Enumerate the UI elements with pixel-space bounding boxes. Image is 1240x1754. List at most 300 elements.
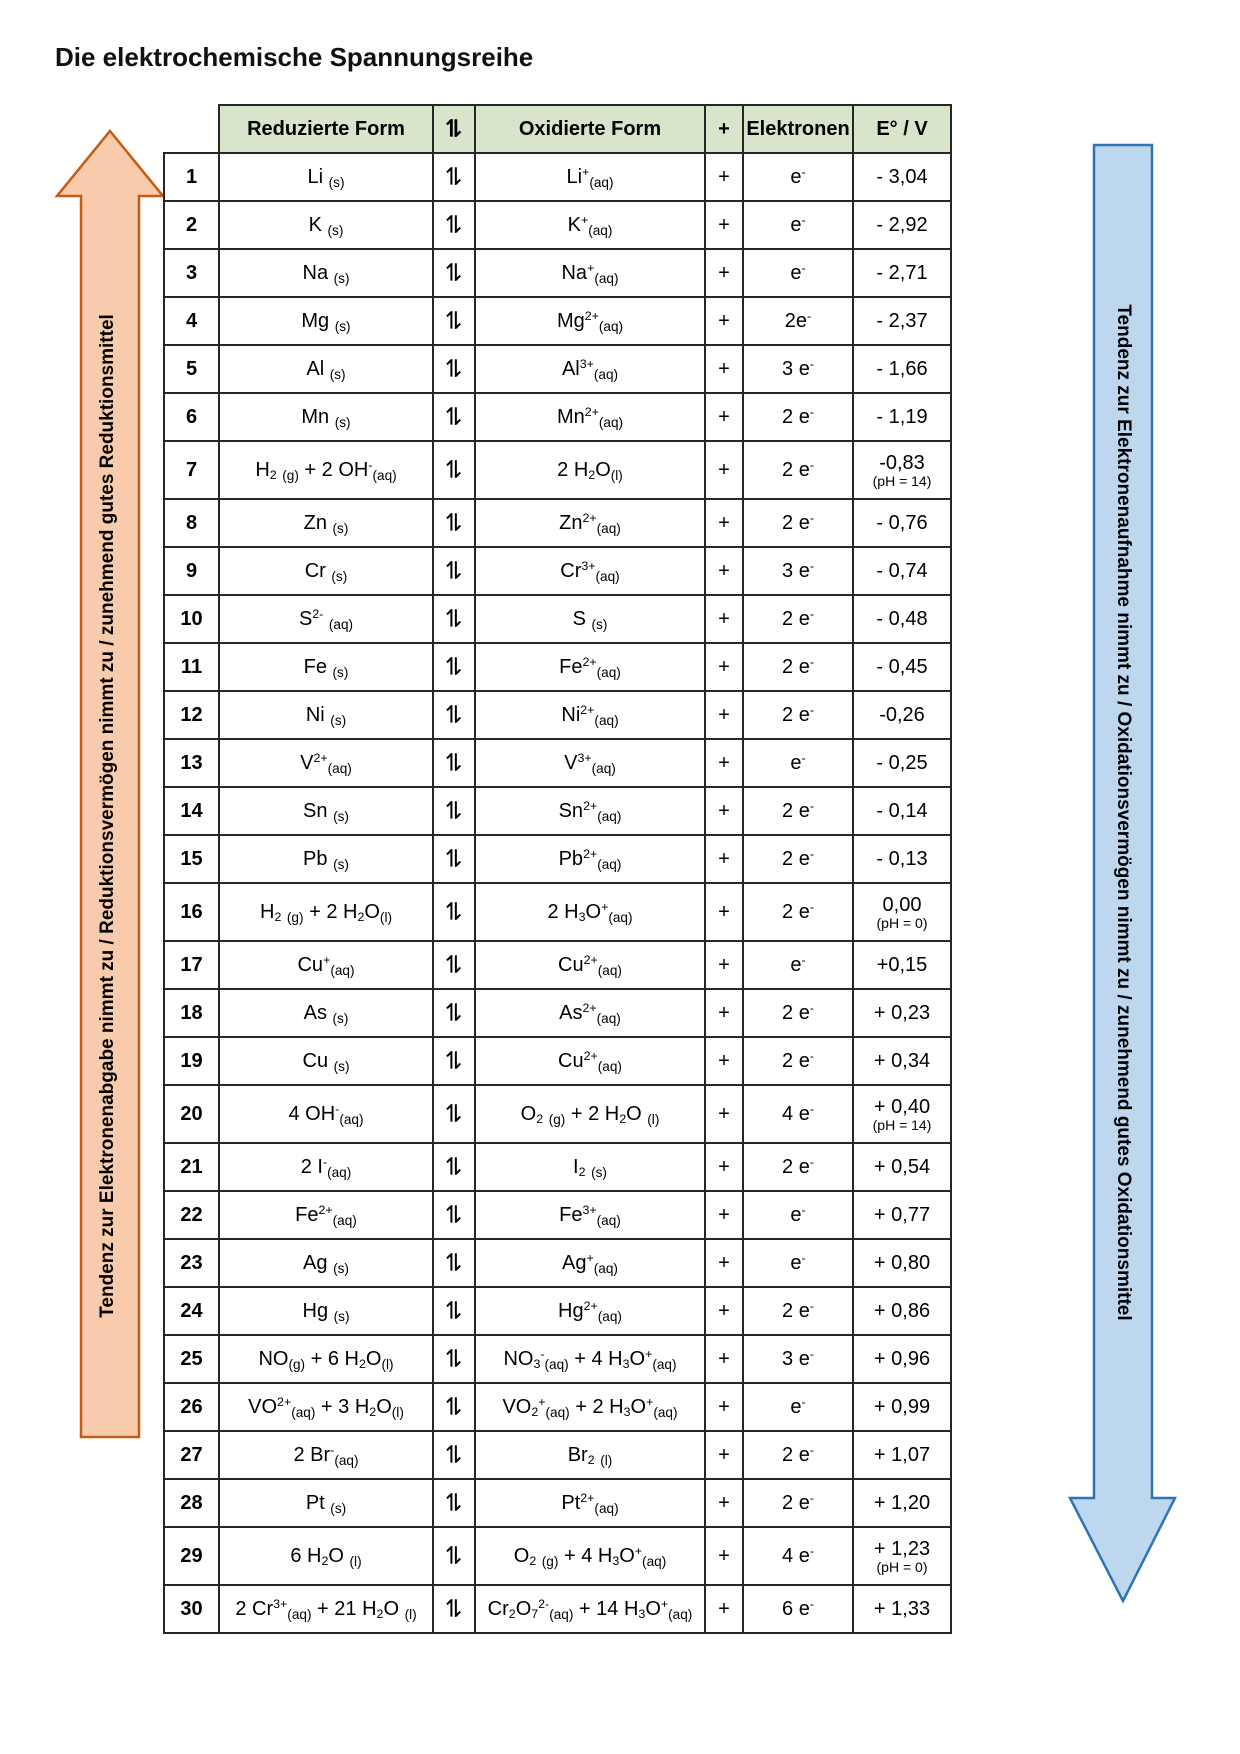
potential-value: + 1,07 — [873, 1444, 931, 1466]
electrons-cell: e- — [743, 201, 853, 249]
row-number: 2 — [164, 201, 219, 249]
oxidized-form-cell: $I_2$ $_{(s)}$ — [475, 1143, 705, 1191]
standard-potential-cell — [853, 989, 951, 1037]
reduced-form-cell: $H_2$ $_{(g)}$ + 2 $H_2O_{(l)}$ — [219, 883, 433, 941]
potential-value: - 3,04 — [876, 166, 928, 188]
oxidized-form-cell: $O_2$ $_{(g)}$ + 4 $H_3O^+_{(aq)}$ — [475, 1527, 705, 1585]
electrons-cell: 2e- — [743, 297, 853, 345]
equilibrium-icon: ⇌ — [439, 559, 468, 581]
plus-sign-cell: + — [705, 547, 743, 595]
equilibrium-icon: ⇌ — [439, 261, 468, 283]
equilibrium-cell — [433, 441, 475, 499]
corner-blank-cell — [164, 105, 219, 153]
plus-sign-cell: + — [705, 499, 743, 547]
potential-value: - 0,13 — [876, 848, 928, 870]
standard-potential-cell — [853, 499, 951, 547]
equilibrium-icon: ⇌ — [439, 1597, 468, 1619]
equilibrium-cell — [433, 941, 475, 989]
plus-sign-cell: + — [705, 835, 743, 883]
plus-sign-cell: + — [705, 691, 743, 739]
potential-value: -0,83 — [879, 451, 925, 474]
row-number: 16 — [164, 883, 219, 941]
series-row — [164, 297, 951, 345]
standard-potential-cell — [853, 1239, 951, 1287]
series-row — [164, 153, 951, 201]
potential-value: + 0,23 — [873, 1002, 931, 1024]
plus-sign-cell: + — [705, 297, 743, 345]
plus-sign-cell: + — [705, 1287, 743, 1335]
plus-sign-cell: + — [705, 1383, 743, 1431]
potential-value: + 0,96 — [873, 1348, 931, 1370]
electrons-cell: e- — [743, 1191, 853, 1239]
plus-sign-cell: + — [705, 595, 743, 643]
equilibrium-cell — [433, 153, 475, 201]
series-row — [164, 345, 951, 393]
equilibrium-icon: ⇌ — [439, 1395, 468, 1417]
series-row — [164, 1383, 951, 1431]
electrons-cell: e- — [743, 739, 853, 787]
equilibrium-cell — [433, 643, 475, 691]
row-number: 30 — [164, 1585, 219, 1633]
standard-potential-cell — [853, 201, 951, 249]
reduced-form-cell: As $_{(s)}$ — [219, 989, 433, 1037]
series-row — [164, 547, 951, 595]
standard-potential-cell — [853, 643, 951, 691]
electrons-cell: 2 e- — [743, 989, 853, 1037]
row-number: 3 — [164, 249, 219, 297]
reduced-form-cell: Hg $_{(s)}$ — [219, 1287, 433, 1335]
equilibrium-icon: ⇌ — [439, 655, 468, 677]
reduction-arrow-label: Tendenz zur Elektronenabgabe nimmt zu / Reduktionsvermögen nimmt zu / zunehmend gutes Reduktionsmittel — [97, 314, 118, 1318]
series-row — [164, 691, 951, 739]
electrons-cell: e- — [743, 941, 853, 989]
row-number: 19 — [164, 1037, 219, 1085]
potential-value: - 0,14 — [876, 800, 928, 822]
ph-note: (pH = 14) — [872, 472, 932, 489]
page-title: Die elektrochemische Spannungsreihe — [55, 42, 534, 72]
reduced-form-cell: $Fe^{2+}_{(aq)}$ — [219, 1191, 433, 1239]
reduced-form-cell: Pt $_{(s)}$ — [219, 1479, 433, 1527]
potential-value: -0,26 — [879, 704, 925, 726]
standard-potential-cell — [853, 441, 951, 499]
row-number: 17 — [164, 941, 219, 989]
equilibrium-icon: ⇌ — [439, 117, 468, 139]
electrons-cell: 2 e- — [743, 441, 853, 499]
equilibrium-cell — [433, 1479, 475, 1527]
equilibrium-icon: ⇌ — [439, 1491, 468, 1513]
potential-value: + 0,80 — [873, 1252, 931, 1274]
equilibrium-icon: ⇌ — [439, 607, 468, 629]
equilibrium-icon: ⇌ — [439, 511, 468, 533]
equilibrium-cell — [433, 499, 475, 547]
series-row — [164, 201, 951, 249]
row-number: 1 — [164, 153, 219, 201]
equilibrium-icon: ⇌ — [439, 1155, 468, 1177]
electrons-cell: 2 e- — [743, 835, 853, 883]
standard-potential-cell — [853, 1479, 951, 1527]
equilibrium-icon: ⇌ — [439, 1347, 468, 1369]
potential-value: - 0,45 — [876, 656, 928, 678]
row-number: 15 — [164, 835, 219, 883]
reduced-form-cell: $NO_{(g)} + 6$ $H_2O_{(l)}$ — [219, 1335, 433, 1383]
standard-potential-cell — [853, 1431, 951, 1479]
equilibrium-icon: ⇌ — [439, 1102, 468, 1124]
standard-potential-cell — [853, 547, 951, 595]
series-row — [164, 1239, 951, 1287]
plus-sign-cell: + — [705, 1335, 743, 1383]
equilibrium-icon: ⇌ — [439, 1001, 468, 1023]
equilibrium-icon: ⇌ — [439, 1049, 468, 1071]
equilibrium-icon: ⇌ — [439, 847, 468, 869]
reduced-form-cell: Fe $_{(s)}$ — [219, 643, 433, 691]
reduced-form-cell: Cu $_{(s)}$ — [219, 1037, 433, 1085]
series-row — [164, 643, 951, 691]
electrons-cell: 2 e- — [743, 1287, 853, 1335]
standard-potential-cell — [853, 1143, 951, 1191]
potential-value: + 1,20 — [873, 1492, 931, 1514]
electrons-cell: 4 e- — [743, 1085, 853, 1143]
electrons-cell: 4 e- — [743, 1527, 853, 1585]
reduced-form-cell: Mn $_{(s)}$ — [219, 393, 433, 441]
equilibrium-cell — [433, 1037, 475, 1085]
row-number: 10 — [164, 595, 219, 643]
reduced-form-cell: 2 $Br^-_{(aq)}$ — [219, 1431, 433, 1479]
equilibrium-cell — [433, 883, 475, 941]
series-row — [164, 1037, 951, 1085]
equilibrium-cell — [433, 989, 475, 1037]
header-reduced-form: Reduzierte Form — [219, 105, 433, 153]
series-row — [164, 441, 951, 499]
series-row — [164, 1085, 951, 1143]
standard-potential-cell — [853, 153, 951, 201]
series-row — [164, 595, 951, 643]
plus-sign-cell: + — [705, 643, 743, 691]
oxidized-form-cell: S $_{(s)}$ — [475, 595, 705, 643]
oxidized-form-cell: $NO_3^-_{(aq)} + 4$ $H_3O^+_{(aq)}$ — [475, 1335, 705, 1383]
row-number: 24 — [164, 1287, 219, 1335]
standard-potential-cell — [853, 345, 951, 393]
series-row — [164, 989, 951, 1037]
potential-value: - 0,25 — [876, 752, 928, 774]
oxidized-form-cell: $Cr_2O_7^{2-}_{(aq)} + 14$ $H_3O^+_{(aq)}$ — [475, 1585, 705, 1633]
electrons-cell: 2 e- — [743, 1037, 853, 1085]
equilibrium-cell — [433, 1335, 475, 1383]
electrons-cell: 2 e- — [743, 595, 853, 643]
electrons-cell: e- — [743, 249, 853, 297]
equilibrium-cell — [433, 345, 475, 393]
standard-potential-cell — [853, 249, 951, 297]
potential-value: - 1,19 — [876, 406, 928, 428]
electrons-cell: 3 e- — [743, 547, 853, 595]
reduced-form-cell: 4 $OH^-_{(aq)}$ — [219, 1085, 433, 1143]
plus-sign-cell: + — [705, 345, 743, 393]
standard-potential-cell — [853, 835, 951, 883]
potential-value: 0,00 — [882, 893, 922, 916]
series-row — [164, 393, 951, 441]
electrons-cell: 2 e- — [743, 787, 853, 835]
electrons-cell: e- — [743, 153, 853, 201]
equilibrium-cell — [433, 595, 475, 643]
electrons-cell: 2 e- — [743, 691, 853, 739]
reduced-form-cell: $VO^{2+}_{(aq)} + 3$ $H_2O_{(l)}$ — [219, 1383, 433, 1431]
ph-note: (pH = 0) — [876, 1558, 928, 1575]
series-row — [164, 499, 951, 547]
header-equilibrium — [433, 105, 475, 153]
row-number: 20 — [164, 1085, 219, 1143]
oxidized-form-cell: $Ni^{2+}_{(aq)}$ — [475, 691, 705, 739]
oxidized-form-cell: $Fe^{2+}_{(aq)}$ — [475, 643, 705, 691]
equilibrium-cell — [433, 1527, 475, 1585]
potential-value: + 0,77 — [873, 1204, 931, 1226]
electrons-cell: 2 e- — [743, 393, 853, 441]
reduced-form-cell: Ag $_{(s)}$ — [219, 1239, 433, 1287]
reduced-form-cell: Li $_{(s)}$ — [219, 153, 433, 201]
plus-sign-cell: + — [705, 989, 743, 1037]
plus-sign-cell: + — [705, 249, 743, 297]
reduced-form-cell: $S^{2-}$ $_{(aq)}$ — [219, 595, 433, 643]
header-row — [164, 105, 951, 153]
series-row — [164, 1479, 951, 1527]
oxidized-form-cell: $Sn^{2+}_{(aq)}$ — [475, 787, 705, 835]
reduced-form-cell: K $_{(s)}$ — [219, 201, 433, 249]
header-potential: E° / V — [853, 105, 951, 153]
potential-value: - 0,48 — [876, 608, 928, 630]
equilibrium-icon: ⇌ — [439, 1251, 468, 1273]
plus-sign-cell: + — [705, 883, 743, 941]
ph-note: (pH = 0) — [876, 914, 928, 931]
oxidized-form-cell: $K^+_{(aq)}$ — [475, 201, 705, 249]
equilibrium-icon: ⇌ — [439, 458, 468, 480]
standard-potential-cell — [853, 739, 951, 787]
plus-sign-cell: + — [705, 1431, 743, 1479]
equilibrium-cell — [433, 1431, 475, 1479]
oxidized-form-cell: $Cu^{2+}_{(aq)}$ — [475, 1037, 705, 1085]
oxidized-form-cell: $VO_2^+_{(aq)} + 2$ $H_3O^+_{(aq)}$ — [475, 1383, 705, 1431]
row-number: 28 — [164, 1479, 219, 1527]
series-row — [164, 787, 951, 835]
equilibrium-icon: ⇌ — [439, 1203, 468, 1225]
equilibrium-cell — [433, 1287, 475, 1335]
equilibrium-cell — [433, 1085, 475, 1143]
equilibrium-cell — [433, 1143, 475, 1191]
reduced-form-cell: 2 $I^-_{(aq)}$ — [219, 1143, 433, 1191]
standard-potential-cell — [853, 1191, 951, 1239]
ph-note: (pH = 14) — [872, 1116, 932, 1133]
header-oxidized-form: Oxidierte Form — [475, 105, 705, 153]
electrons-cell: 2 e- — [743, 499, 853, 547]
equilibrium-cell — [433, 249, 475, 297]
row-number: 22 — [164, 1191, 219, 1239]
row-number: 21 — [164, 1143, 219, 1191]
electrons-cell: 2 e- — [743, 1143, 853, 1191]
potential-value: - 0,74 — [876, 560, 928, 582]
reduced-form-cell: Na $_{(s)}$ — [219, 249, 433, 297]
series-row — [164, 1335, 951, 1383]
reduced-form-cell: 2 $Cr^{3+}_{(aq)} + 21$ $H_2O$ $_{(l)}$ — [219, 1585, 433, 1633]
electrons-cell: 2 e- — [743, 1479, 853, 1527]
row-number: 14 — [164, 787, 219, 835]
reduced-form-cell: Sn $_{(s)}$ — [219, 787, 433, 835]
oxidized-form-cell: $Li^+_{(aq)}$ — [475, 153, 705, 201]
row-number: 23 — [164, 1239, 219, 1287]
electrons-cell: 6 e- — [743, 1585, 853, 1633]
plus-sign-cell: + — [705, 1585, 743, 1633]
standard-potential-cell — [853, 1335, 951, 1383]
reduced-form-cell: Mg $_{(s)}$ — [219, 297, 433, 345]
row-number: 25 — [164, 1335, 219, 1383]
oxidized-form-cell: $Cu^{2+}_{(aq)}$ — [475, 941, 705, 989]
reduced-form-cell: $Cu^+_{(aq)}$ — [219, 941, 433, 989]
plus-sign-cell: + — [705, 941, 743, 989]
row-number: 27 — [164, 1431, 219, 1479]
potential-value: - 2,71 — [876, 262, 928, 284]
standard-potential-cell — [853, 883, 951, 941]
oxidized-form-cell: $As^{2+}_{(aq)}$ — [475, 989, 705, 1037]
potential-value: + 1,33 — [873, 1598, 931, 1620]
electrons-cell: 3 e- — [743, 345, 853, 393]
plus-sign-cell: + — [705, 739, 743, 787]
oxidized-form-cell: $Fe^{3+}_{(aq)}$ — [475, 1191, 705, 1239]
row-number: 8 — [164, 499, 219, 547]
oxidized-form-cell: $Cr^{3+}_{(aq)}$ — [475, 547, 705, 595]
equilibrium-cell — [433, 1191, 475, 1239]
reduced-form-cell: 6 $H_2O$ $_{(l)}$ — [219, 1527, 433, 1585]
electrons-cell: e- — [743, 1383, 853, 1431]
potential-value: + 0,34 — [873, 1050, 931, 1072]
electrons-cell: e- — [743, 1239, 853, 1287]
oxidized-form-cell: $Br_2$ $_{(l)}$ — [475, 1431, 705, 1479]
equilibrium-cell — [433, 1239, 475, 1287]
row-number: 11 — [164, 643, 219, 691]
oxidized-form-cell: $Zn^{2+}_{(aq)}$ — [475, 499, 705, 547]
oxidized-form-cell: $Na^+_{(aq)}$ — [475, 249, 705, 297]
oxidized-form-cell: $Ag^+_{(aq)}$ — [475, 1239, 705, 1287]
oxidation-arrow-label: Tendenz zur Elektronenaufnahme nimmt zu / Oxidationsvermögen nimmt zu / zunehmend gutes Oxidationsmittel — [1113, 304, 1134, 1321]
plus-sign-cell: + — [705, 1191, 743, 1239]
equilibrium-cell — [433, 1585, 475, 1633]
plus-sign-cell: + — [705, 393, 743, 441]
plus-sign-cell: + — [705, 153, 743, 201]
plus-sign-cell: + — [705, 787, 743, 835]
row-number: 29 — [164, 1527, 219, 1585]
equilibrium-cell — [433, 201, 475, 249]
standard-potential-cell — [853, 787, 951, 835]
equilibrium-icon: ⇌ — [439, 213, 468, 235]
equilibrium-icon: ⇌ — [439, 405, 468, 427]
series-row — [164, 1143, 951, 1191]
series-row — [164, 1585, 951, 1633]
series-row — [164, 1527, 951, 1585]
electrons-cell: 2 e- — [743, 1431, 853, 1479]
series-row — [164, 1191, 951, 1239]
oxidized-form-cell: $Pb^{2+}_{(aq)}$ — [475, 835, 705, 883]
oxidized-form-cell: $Pt^{2+}_{(aq)}$ — [475, 1479, 705, 1527]
row-number: 5 — [164, 345, 219, 393]
row-number: 13 — [164, 739, 219, 787]
equilibrium-icon: ⇌ — [439, 165, 468, 187]
reduced-form-cell: Cr $_{(s)}$ — [219, 547, 433, 595]
plus-sign-cell: + — [705, 1527, 743, 1585]
equilibrium-cell — [433, 393, 475, 441]
potential-value: - 0,76 — [876, 512, 928, 534]
standard-potential-cell — [853, 941, 951, 989]
standard-potential-cell — [853, 393, 951, 441]
equilibrium-icon: ⇌ — [439, 703, 468, 725]
equilibrium-icon: ⇌ — [439, 953, 468, 975]
row-number: 7 — [164, 441, 219, 499]
potential-value: +0,15 — [876, 954, 928, 976]
plus-sign-cell: + — [705, 1143, 743, 1191]
standard-potential-cell — [853, 1085, 951, 1143]
equilibrium-icon: ⇌ — [439, 799, 468, 821]
potential-value: + 0,40 — [873, 1095, 931, 1118]
electrochemical-series-table — [163, 104, 952, 1634]
equilibrium-icon: ⇌ — [439, 357, 468, 379]
series-row — [164, 835, 951, 883]
potential-value: - 2,37 — [876, 310, 928, 332]
equilibrium-icon: ⇌ — [439, 1544, 468, 1566]
equilibrium-icon: ⇌ — [439, 309, 468, 331]
electrons-cell: 2 e- — [743, 643, 853, 691]
plus-sign-cell: + — [705, 1239, 743, 1287]
equilibrium-cell — [433, 547, 475, 595]
standard-potential-cell — [853, 1585, 951, 1633]
equilibrium-icon: ⇌ — [439, 1443, 468, 1465]
reduced-form-cell: Pb $_{(s)}$ — [219, 835, 433, 883]
plus-sign-cell: + — [705, 441, 743, 499]
series-row — [164, 1431, 951, 1479]
electrons-cell: 3 e- — [743, 1335, 853, 1383]
series-row — [164, 941, 951, 989]
plus-sign-cell: + — [705, 1085, 743, 1143]
potential-value: + 0,99 — [873, 1396, 931, 1418]
electrons-cell: 2 e- — [743, 883, 853, 941]
equilibrium-cell — [433, 297, 475, 345]
equilibrium-cell — [433, 691, 475, 739]
row-number: 6 — [164, 393, 219, 441]
reduced-form-cell: Ni $_{(s)}$ — [219, 691, 433, 739]
equilibrium-cell — [433, 739, 475, 787]
header-plus: + — [705, 105, 743, 153]
oxidized-form-cell: $Hg^{2+}_{(aq)}$ — [475, 1287, 705, 1335]
standard-potential-cell — [853, 1287, 951, 1335]
oxidized-form-cell: $Mn^{2+}_{(aq)}$ — [475, 393, 705, 441]
oxidized-form-cell: $Al^{3+}_{(aq)}$ — [475, 345, 705, 393]
oxidized-form-cell: $Mg^{2+}_{(aq)}$ — [475, 297, 705, 345]
equilibrium-icon: ⇌ — [439, 900, 468, 922]
standard-potential-cell — [853, 297, 951, 345]
potential-value: + 0,86 — [873, 1300, 931, 1322]
equilibrium-cell — [433, 787, 475, 835]
potential-value: + 1,23 — [873, 1537, 931, 1560]
row-number: 18 — [164, 989, 219, 1037]
potential-value: - 1,66 — [876, 358, 928, 380]
potential-value: + 0,54 — [873, 1156, 931, 1178]
plus-sign-cell: + — [705, 1479, 743, 1527]
standard-potential-cell — [853, 1037, 951, 1085]
oxidized-form-cell: 2 $H_2O_{(l)}$ — [475, 441, 705, 499]
header-electrons: Elektronen — [743, 105, 853, 153]
standard-potential-cell — [853, 1383, 951, 1431]
row-number: 9 — [164, 547, 219, 595]
series-row — [164, 1287, 951, 1335]
oxidized-form-cell: $O_2$ $_{(g)}$ + 2 $H_2O$ $_{(l)}$ — [475, 1085, 705, 1143]
series-row — [164, 883, 951, 941]
plus-sign-cell: + — [705, 1037, 743, 1085]
equilibrium-icon: ⇌ — [439, 1299, 468, 1321]
row-number: 4 — [164, 297, 219, 345]
series-row — [164, 249, 951, 297]
